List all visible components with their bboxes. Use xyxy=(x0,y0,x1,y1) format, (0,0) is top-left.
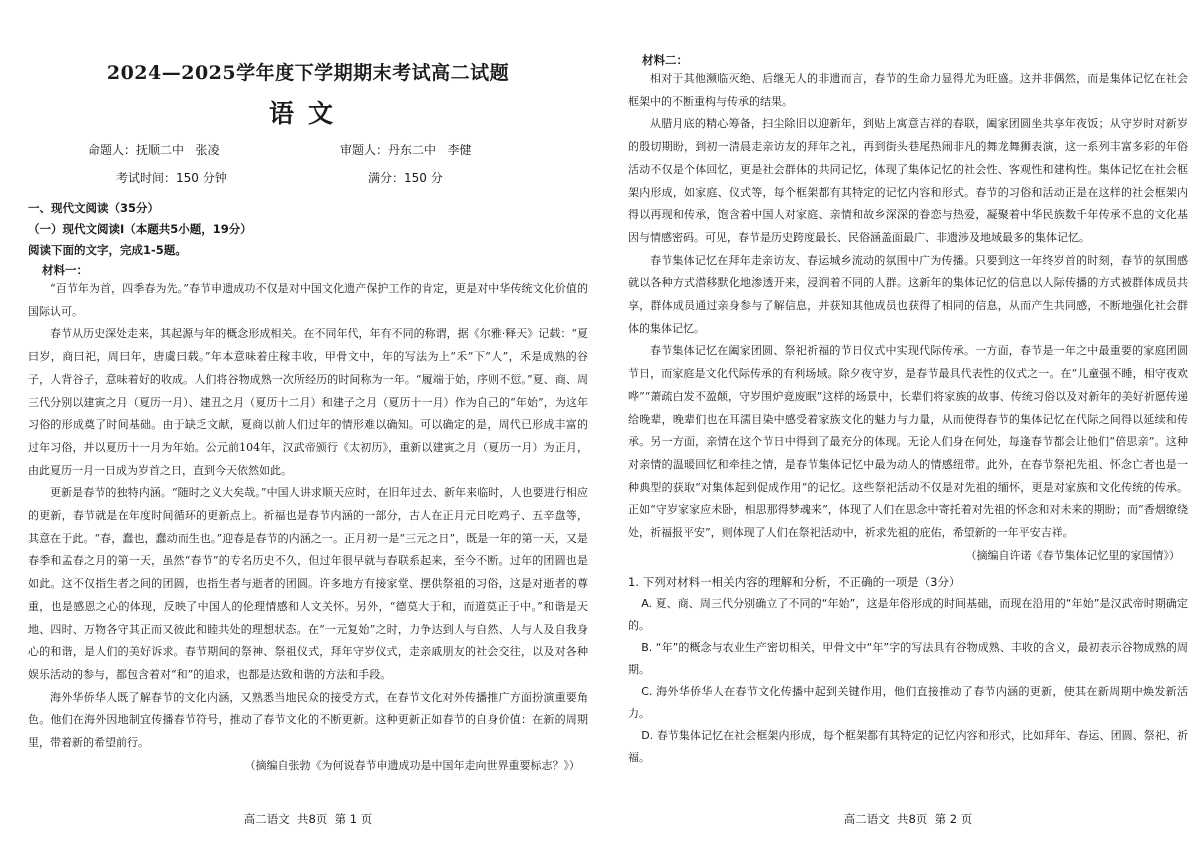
material-1-title: 材料一： xyxy=(42,263,88,277)
section-heading: 一、现代文阅读（35分） xyxy=(28,201,160,215)
option-c: C. 海外华侨华人在春节文化传播中起到关键作用，他们直接推动了春节内涵的更新，使其在新周期中焕发新活力。 xyxy=(628,684,1188,720)
setter: 命题人：抚顺二中 张凌 xyxy=(88,143,220,157)
exam-time: 考试时间：150 分钟 xyxy=(116,171,227,185)
paragraph: 海外华侨华人既了解春节的文化内涵，又熟悉当地民众的接受方式，在春节文化对外传播推广方面扮演重要角色。他们在海外因地制宜传播春节符号，推动了春节文化的不断更新。这种更新正如春节的自身价值：在新的周期里，带着新的希望前行。 xyxy=(28,690,588,750)
question-1: 1. 下列对材料一相关内容的理解和分析，不正确的一项是（3分） xyxy=(628,574,961,589)
paragraph: “百节年为首，四季春为先。”春节申遗成功不仅是对中国文化遗产保护工作的肯定，更是对中华传统文化价值的国际认可。 xyxy=(28,282,588,318)
option-d: D. 春节集体记忆在社会框架内形成，每个框架都有其特定的记忆内容和形式，比如拜年、春运、团圆、祭祀、祈福。 xyxy=(628,728,1188,764)
subject-title: 语文 xyxy=(268,99,347,128)
page-footer: 高二语文 共8页 第 2 页 xyxy=(843,812,973,826)
paragraph: 更新是春节的独特内涵。“随时之义大矣哉。”中国人讲求顺天应时，在旧年过去、新年来临时，人也要进行相应的更新，春节就是在年度时间循环的更新点上。祈福也是春节内涵的一部分，古人在正月元日吃鸡子、五辛盘等，其意在于此。“春，蠢也，蠢动而生也。”迎春是春节的内涵之一。正月初一是“三元之日”，既是一年的第一天，又是春季和孟春之月的第一天，虽然“春节”的专名历史不久，但过年很早就与春联系起来，至今不断。过年的团圆也是如此。这不仅指生者之间的团圆，也指生者与逝者的团圆。许多地方有接家堂、摆供祭祖的习俗，这是对逝者的尊重，也是感恩之心的体现，反映了中国人的伦理情感和人文关怀。另外，“德莫大于和，而道莫正于中。”和谐是天地、四时、万物各守其正而又彼此和睦共处的理想状态。在“一元复始”之时，力争达到人与自然、人与人及自我身心的和谐，是人们的美好诉求。春节期间的祭神、祭祖仪式，拜年守岁仪式，走亲戚朋友的社会交往，以及对各种娱乐活动的参与，都包含着对“和”的追求，也都是达致和谐的方法和手段。 xyxy=(28,486,588,681)
subsection-heading: （一）现代文阅读Ⅰ（本题共5小题，19分） xyxy=(28,222,252,236)
material-2-title: 材料二： xyxy=(642,53,688,67)
reading-instruction: 阅读下面的文字，完成1-5题。 xyxy=(28,243,187,257)
reviewer: 审题人：丹东二中 李健 xyxy=(340,143,472,157)
paragraph: 春节集体记忆在拜年走亲访友、春运城乡流动的氛围中广为传播。只要到这一年终岁首的时刻，春节的氛围感就以各种方式潜移默化地渗透开来，浸润着不同的人群。这新年的集体记忆的信息以人际传播的方式被群体成员共享，群体成员通过亲身参与了解信息，并获知其他成员也获得了相同的信息，从而产生共同感，不断地强化社会群体的集体记忆。 xyxy=(628,253,1188,335)
exam-title: 2024—2025学年度下学期期末考试高二试题 xyxy=(106,62,510,84)
staff-row xyxy=(28,141,588,158)
page-left xyxy=(28,0,588,849)
page-right xyxy=(628,0,1188,849)
option-b: B. “年”的概念与农业生产密切相关，甲骨文中“年”字的写法具有谷物成熟、丰收的含义，最初表示谷物成熟的周期。 xyxy=(628,640,1188,676)
page-footer: 高二语文 共8页 第 1 页 xyxy=(243,812,373,826)
source-citation: （摘编自许诺《春节集体记忆里的家国情》） xyxy=(965,548,1180,562)
option-a: A. 夏、商、周三代分别确立了不同的“年始”，这是年俗形成的时间基础，而现在沿用的“年始”是汉武帝时期确定的。 xyxy=(628,596,1188,632)
source-citation: （摘编自张勃《为何说春节申遗成功是中国年走向世界重要标志？》） xyxy=(244,758,580,772)
paragraph: 春节集体记忆在阖家团圆、祭祀祈福的节日仪式中实现代际传承。一方面，春节是一年之中最重要的家庭团圆节日，而家庭是文化代际传承的有利场域。除夕夜守岁，是春节最具代表性的仪式之一。在“儿童强不睡，相守夜欢哗”“萧疏白发不盈颠，守岁围炉竟废眠”这样的场景中，长辈们将家族的故事、传统习俗以及对新年的美好祈愿传递给晚辈，晚辈们也在耳濡目染中感受着家族文化的魅力与力量，从而使得春节的集体记忆在代际之间得以延续和传承。另一方面，亲情在这个节日中得到了最充分的体现。无论人们身在何处，每逢春节都会让他们“倍思亲”。这种对亲情的温暖回忆和牵挂之情，是春节集体记忆中最为动人的情感纽带。此外，在春节祭祀先祖、怀念亡者也是一种典型的获取“对集体起到促成作用”的记忆。这些祭祀活动不仅是对先祖的缅怀，更是对家族和文化传统的传承。正如“守岁家家应未卧，相思那得梦魂来”，体现了人们在思念中寄托着对先祖的怀念和对未来的期盼；而“香烟缭绕处，祈福报平安”，则体现了人们在祭祀活动中，祈求先祖的庇佑，希望新的一年平安吉祥。 xyxy=(628,344,1188,540)
paragraph: 相对于其他濒临灭绝、后继无人的非遗而言，春节的生命力显得尤为旺盛。这并非偶然，而是集体记忆在社会框架中的不断重构与传承的结果。 xyxy=(628,72,1188,108)
full-score: 满分：150 分 xyxy=(368,171,443,185)
paragraph: 从腊月底的精心筹备，扫尘除旧以迎新年，到贴上寓意吉祥的春联，阖家团圆坐共享年夜饭；从守岁时对新岁的殷切期盼，到初一清晨走亲访友的拜年之礼，再到街头巷尾热闹非凡的舞龙舞狮表演，这一系列丰富多彩的年俗活动不仅是个体回忆，更是社会群体的共同记忆，体现了集体记忆的社会性、客观性和建构性。集体记忆在社会框架内形成，如家庭、仪式等，每个框架都有其特定的记忆内容和形式。春节的习俗和活动正是在这样的社会框架内得以再现和传承，饱含着中国人对家庭、亲情和故乡深深的眷恋与热爱，凝聚着中华民族数千年传承不息的文化基因与情感密码。可见，春节是历史跨度最长、民俗涵盖面最广、非遗涉及地域最多的集体记忆。 xyxy=(628,117,1188,244)
exam-info-row xyxy=(28,169,588,186)
paragraph: 春节从历史深处走来，其起源与年的概念形成相关。在不同年代，年有不同的称谓，据《尔雅·释天》记载：“夏曰岁，商曰祀，周曰年，唐虞曰载。”年本意味着庄稼丰收，甲骨文中，年的写法为上“禾”下“人”，禾是成熟的谷子，人背谷子，意味着好的收成。人们将谷物成熟一次所经历的时间称为一年。“履端于始，序则不愆。”夏、商、周三代分别以建寅之月（夏历一月）、建丑之月（夏历十二月）和建子之月（夏历十一月）作为自己的“年始”，为这年习俗的形成奠了时间基础。由于缺乏文献，夏商以前人们过年的情形难以确知。可以确定的是，周代已形成丰富的过年习俗，并以夏历十一月为年始。公元前104年，汉武帝颁行《太初历》，重新以建寅之月（夏历一月）为正月，由此夏历一月一日成为岁首之日，直到今天依然如此。 xyxy=(28,327,588,477)
